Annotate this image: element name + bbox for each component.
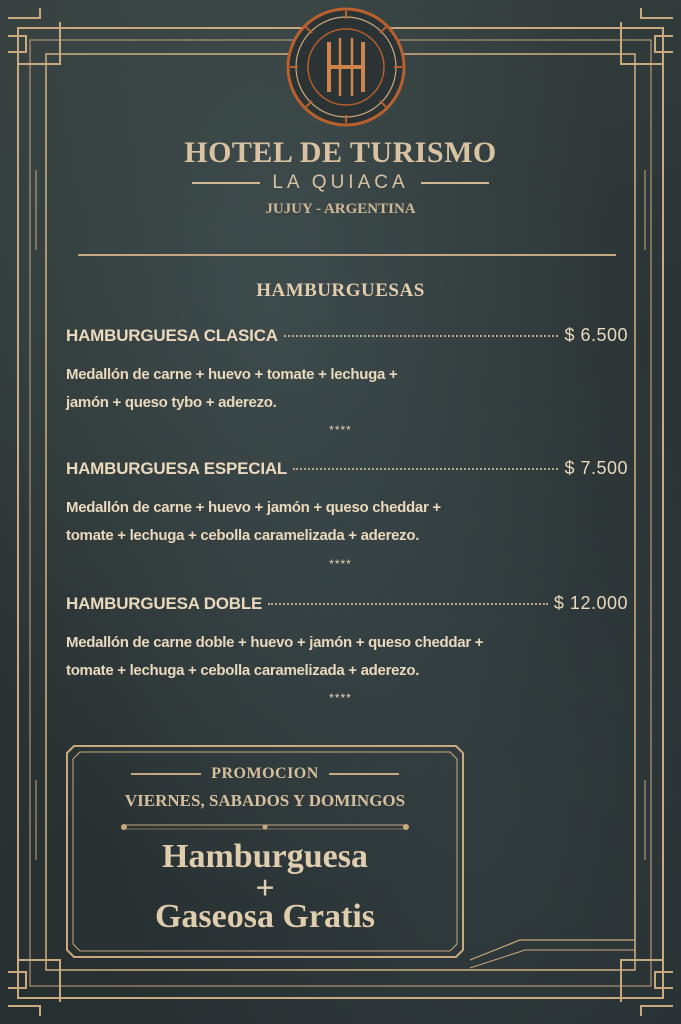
dotted-leader — [284, 335, 559, 337]
description-line: jamón + queso tybo + aderezo. — [66, 394, 277, 411]
description-line: Medallón de carne doble + huevo + jamón + queso cheddar + — [66, 634, 484, 651]
city-row — [0, 170, 681, 196]
section-title: HAMBURGUESAS — [256, 280, 425, 301]
menu-item-name: HAMBURGUESA DOBLE — [66, 594, 263, 613]
menu-item-price: $ 12.000 — [553, 593, 628, 613]
promo-line-right — [329, 773, 399, 775]
description-line: Medallón de carne + huevo + jamón + queso cheddar + — [66, 499, 441, 516]
city-line-left — [192, 182, 260, 184]
promo-days: VIERNES, SABADOS Y DOMINGOS — [124, 791, 406, 810]
menu-item-header — [66, 325, 628, 351]
hotel-name: HOTEL DE TURISMO — [184, 136, 497, 169]
menu-item-header — [66, 593, 628, 619]
menu-item-name: HAMBURGUESA CLASICA — [66, 326, 278, 345]
menu-item-description — [66, 629, 526, 685]
menu-item-description — [66, 494, 526, 550]
menu-item-name: HAMBURGUESA ESPECIAL — [66, 459, 288, 478]
menu-item-price: $ 6.500 — [564, 325, 628, 345]
menu-item-description — [66, 361, 526, 417]
promo-line-left — [131, 773, 201, 775]
description-line: tomate + lechuga + cebolla caramelizada + aderezo. — [66, 527, 420, 544]
menu-item-header — [66, 458, 628, 484]
hotel-emblem-logo — [285, 6, 407, 128]
header-divider — [78, 254, 616, 256]
menu-item-doble — [66, 593, 628, 685]
dotted-leader — [293, 468, 558, 470]
menu-item-clasica — [66, 325, 628, 417]
item-separator: **** — [329, 691, 352, 705]
promo-title-row — [66, 763, 464, 785]
dotted-leader — [268, 603, 548, 605]
item-separator: **** — [329, 423, 352, 437]
description-line: tomate + lechuga + cebolla caramelizada + aderezo. — [66, 662, 420, 679]
promo-title: PROMOCION — [211, 765, 319, 782]
menu-item-especial — [66, 458, 628, 550]
description-line: Medallón de carne + huevo + tomate + lechuga + — [66, 366, 398, 383]
region-text: JUJUY - ARGENTINA — [265, 201, 416, 217]
promo-line-hamburguesa: Hamburguesa — [162, 838, 368, 875]
menu-item-price: $ 7.500 — [564, 458, 628, 478]
item-separator: **** — [329, 557, 352, 571]
city-name: LA QUIACA — [272, 172, 409, 193]
city-line-right — [421, 182, 489, 184]
promo-line-plus: + — [255, 870, 275, 907]
promo-line-gaseosa: Gaseosa Gratis — [154, 898, 376, 935]
